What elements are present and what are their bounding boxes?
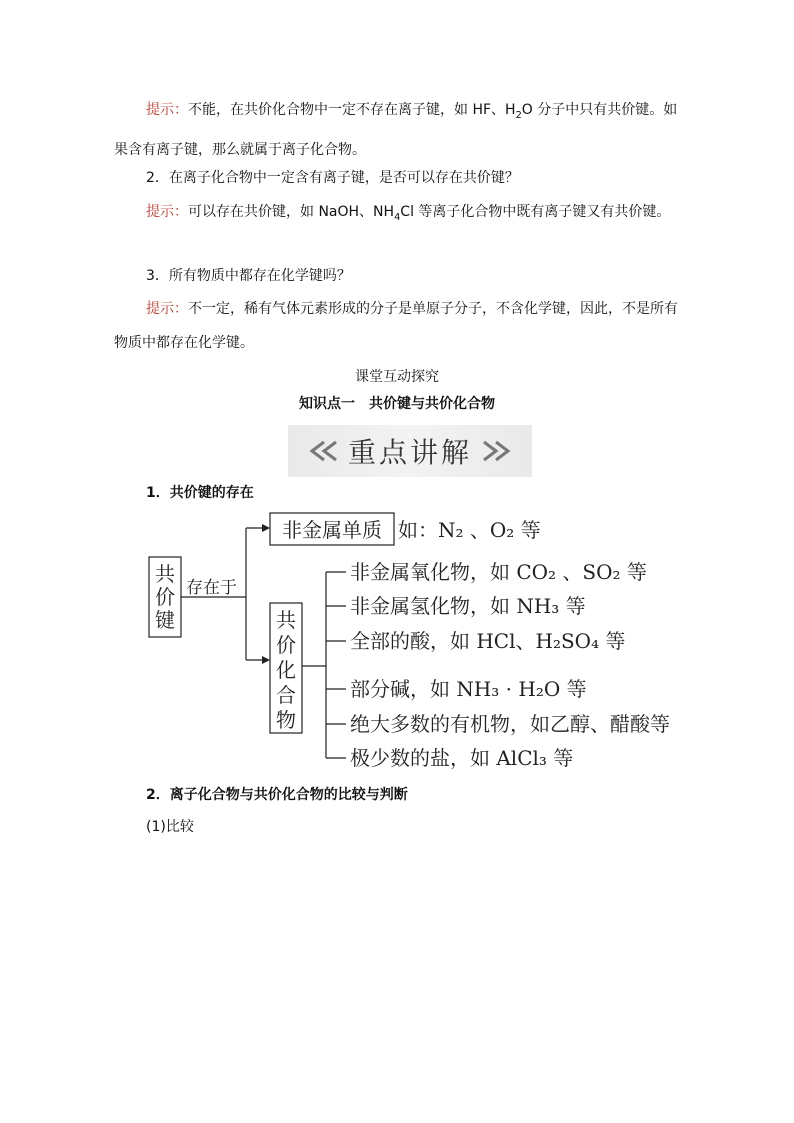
item1-title: 1．共价键的存在 (146, 485, 254, 501)
branch-bases: 部分碱，如 NH₃ · H₂O 等 (350, 677, 587, 701)
compound-char-4: 合 (276, 683, 296, 707)
q3-answer (114, 292, 690, 360)
q2-answer-text-2: Cl 等离子化合物中既有离子键又有共价键。 (400, 204, 671, 220)
double-chevron-left-icon (304, 439, 340, 463)
q2-answer-text-1: 可以存在共价键，如 NaOH、NH (188, 204, 395, 220)
section-title: 课堂互动探究 (355, 369, 439, 385)
q2-question: 2．在离子化合物中一定含有离子键，是否可以存在共价键？ (146, 170, 519, 186)
key-points-banner (288, 425, 532, 477)
q2-answer-sub: 4 (394, 211, 401, 223)
q3-question: 3．所有物质中都存在化学键吗？ (146, 268, 351, 284)
branch-organics: 绝大多数的有机物，如乙醇、醋酸等 (350, 712, 670, 736)
q3-hint-label: 提示： (146, 301, 188, 317)
q1-hint-label: 提示： (146, 102, 188, 118)
double-chevron-right-icon (480, 439, 516, 463)
nonmetal-simple-example: 如：N₂ 、O₂ 等 (398, 518, 541, 542)
root-char-3: 键 (155, 608, 175, 632)
branch-oxides: 非金属氧化物，如 CO₂ 、SO₂ 等 (350, 560, 647, 584)
q1-answer-sub: 2 (515, 109, 522, 121)
knowledge-title: 知识点一 共价键与共价化合物 (299, 396, 495, 412)
branch-hydrides: 非金属氢化物，如 NH₃ 等 (350, 594, 586, 618)
q3-answer-text: 不一定，稀有气体元素形成的分子是单原子分子，不含化学键，因此，不是所有物质中都存在化学键。 (114, 301, 678, 351)
banner-text: 重点讲解 (347, 436, 472, 469)
covalent-bond-diagram (0, 500, 794, 780)
q1-answer (114, 93, 690, 167)
item2-title: 2．离子化合物与共价化合物的比较与判断 (146, 787, 408, 803)
item2-subtitle: (1)比较 (146, 819, 194, 835)
compound-char-3: 化 (276, 658, 296, 682)
q2-answer (114, 195, 690, 235)
root-char-2: 价 (155, 585, 175, 609)
branch-acids: 全部的酸，如 HCl、H₂SO₄ 等 (350, 629, 626, 653)
q2-hint-label: 提示： (146, 204, 188, 220)
compound-char-1: 共 (276, 608, 296, 632)
q1-answer-text-1: 不能，在共价化合物中一定不存在离子键，如 HF、H (188, 102, 516, 118)
branch-salts: 极少数的盐，如 AlCl₃ 等 (350, 746, 574, 770)
compound-char-5: 物 (276, 708, 296, 732)
compound-char-2: 价 (276, 633, 296, 657)
root-char-1: 共 (155, 562, 175, 586)
nonmetal-simple-label: 非金属单质 (282, 518, 382, 542)
exists-in-label: 存在于 (186, 578, 237, 598)
q1-answer-text-2: O 分子中只有共价键。如果含有离子键，那么就属于离子化合物。 (114, 102, 678, 158)
